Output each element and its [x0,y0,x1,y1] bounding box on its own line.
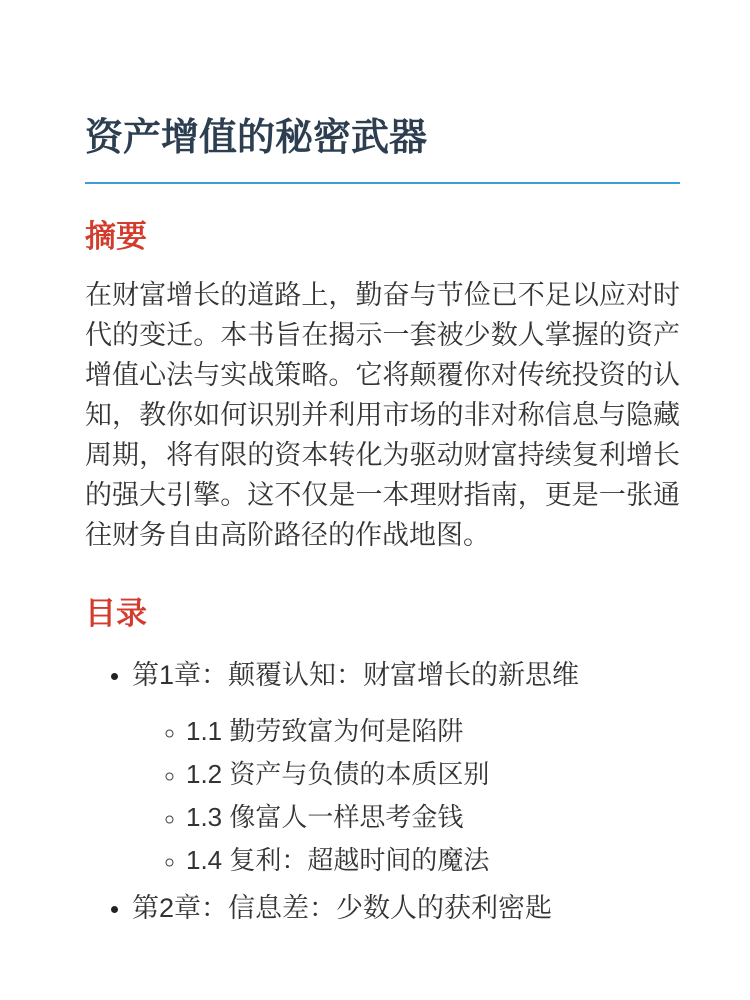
toc-list [85,660,680,923]
abstract-heading: 摘要 [85,219,147,254]
abstract-paragraph: 在财富增长的道路上，勤奋与节俭已不足以应对时代的变迁。本书旨在揭示一套被少数人掌握的资产增值心法与实战策略。它将颠覆你对传统投资的认知，教你如何识别并利用市场的非对称信息与隐藏周期，将有限的资本转化为驱动财富持续复利增长的强大引擎。这不仅是一本理财指南，更是一张通往财务自由高阶路径的作战地图。 [85,280,680,550]
title-divider [85,182,680,184]
page-title: 资产增值的秘密武器 [85,117,428,159]
toc-chapter-item [132,893,680,923]
toc-section-item: ◦ 1.4 复利：超越时间的魔法 [186,845,680,875]
toc-chapter-1-label: 第1章：颠覆认知：财富增长的新思维 [132,660,580,690]
toc-section-item: ◦ 1.1 勤劳致富为何是陷阱 [186,716,680,746]
toc-section-item: ◦ 1.3 像富人一样思考金钱 [186,802,680,832]
toc-section-item: ◦ 1.2 资产与负债的本质区别 [186,759,680,789]
toc-chapter-2-label: 第2章：信息差：少数人的获利密匙 [132,893,553,923]
toc-heading: 目录 [85,596,147,631]
toc-chapter-1-sections [132,716,680,875]
toc-chapter-item [132,660,680,875]
